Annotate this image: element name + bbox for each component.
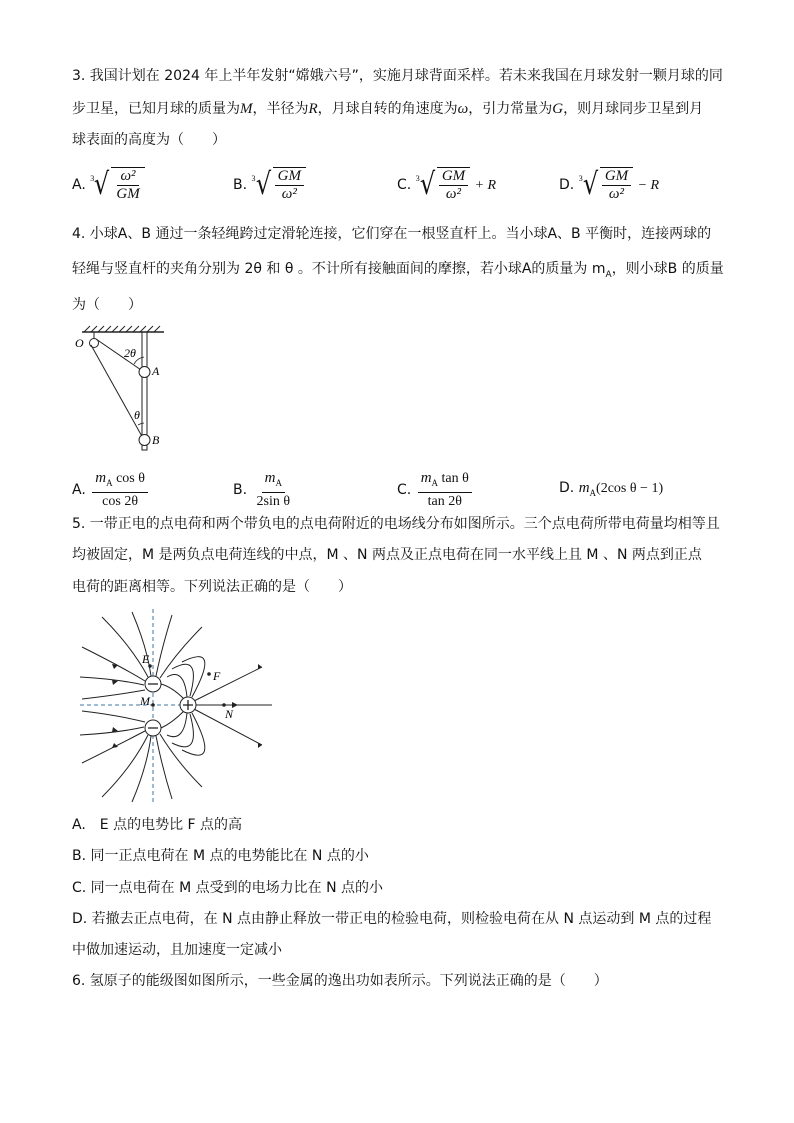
q5-option-c[interactable]: C. 同一点电荷在 M 点受到的电场力比在 N 点的小 <box>72 880 384 896</box>
q4-option-d[interactable]: D. $m_A(2\cos$ θ − 1) <box>559 480 664 498</box>
cube-root: 3 √ $\frac{GM}{\text{ω²}}$ <box>416 165 470 205</box>
q5-line-1: 5. 一带正电的点电荷和两个带负电的点电荷附近的电场线分布如图所示。三个点电荷所带电荷量均相等且 <box>72 516 720 532</box>
cube-root: 3 √ $\frac{GM}{\text{ω²}}$ <box>252 165 306 205</box>
positive-charge <box>180 697 196 713</box>
q5-option-d-line-1[interactable]: D. 若撤去正点电荷，在 N 点由静止释放一带正电的检验电荷，则检验电荷在从 N 点运动到 M 点的过程 <box>72 911 712 927</box>
ball-a <box>139 367 150 378</box>
cube-root: 3 √ $\frac{GM}{\text{ω²}}$ <box>579 165 633 205</box>
label-m: M <box>140 694 150 708</box>
ball-b <box>139 435 150 446</box>
label-theta: θ <box>134 408 140 422</box>
label-b: B <box>152 433 160 447</box>
q5-field-figure <box>72 607 282 807</box>
q4-option-c[interactable]: C. $\frac{m_A \tan \theta}{\tan 2\theta}$ <box>397 470 474 510</box>
label-o: O <box>75 336 84 350</box>
q3-line-2: 步卫星，已知月球的质量为M，半径为R，月球自转的角速度为ω，引力常量为G，则月球同步卫星到月 <box>72 101 704 117</box>
q3-option-a[interactable]: A. 3 √ $\frac{\text{ω²}}{GM}$ <box>72 165 145 205</box>
q4-option-a[interactable]: A. $\frac{m_A \cos \theta}{\cos 2\theta}$ <box>72 470 150 510</box>
q4-line-3: 为（ ） <box>72 297 142 313</box>
rope-to-b <box>91 345 144 440</box>
label-f: F <box>213 669 221 683</box>
q3-line-1: 3. 我国计划在 2024 年上半年发射“嫦娥六号”，实施月球背面采样。若未来我国在月球发射一颗月球的同 <box>72 68 723 84</box>
q4-figure <box>72 325 172 455</box>
label-n: N <box>225 707 234 721</box>
q4-line-1: 4. 小球A、B 通过一条轻绳跨过定滑轮连接，它们穿在一根竖直杆上。当小球A、B 平衡时，连接两球的 <box>72 226 712 242</box>
q4-option-b[interactable]: B. $\frac{m_A}{\text{2sin θ}}$ <box>233 470 291 509</box>
q3-line-3: 球表面的高度为（ ） <box>72 132 226 148</box>
q6-line-1: 6. 氢原子的能级图如图所示，一些金属的逸出功如表所示。下列说法正确的是（ ） <box>72 973 608 989</box>
label-2theta: 2θ <box>124 346 136 360</box>
q3-option-c[interactable]: C. 3 √ $\frac{GM}{\text{ω²}}$ + R <box>397 165 496 205</box>
label-a: A <box>152 364 160 378</box>
q3-option-b[interactable]: B. 3 √ $\frac{GM}{\text{ω²}}$ <box>233 165 306 205</box>
q4-line-2: 轻绳与竖直杆的夹角分别为 2θ 和 θ 。不计所有接触面间的摩擦，若小球A的质量为 $m_A$，则小球B 的质量 <box>72 261 724 280</box>
q5-line-2: 均被固定，M 是两负点电荷连线的中点，M 、N 两点及正点电荷在同一水平线上且 M 、N 两点到正点 <box>72 547 702 563</box>
negative-charge-upper <box>145 676 161 692</box>
ceiling <box>82 326 164 332</box>
q5-line-3: 电荷的距离相等。下列说法正确的是（ ） <box>72 579 352 595</box>
label-e: E <box>142 652 150 666</box>
q3-option-d[interactable]: D. 3 √ $\frac{GM}{\text{ω²}}$ − R <box>559 165 659 205</box>
q5-option-d-line-2: 中做加速运动，且加速度一定减小 <box>72 942 282 958</box>
cube-root: 3 √ $\frac{\text{ω²}}{GM}$ <box>90 165 144 205</box>
vertical-rod <box>142 332 147 450</box>
q5-option-a[interactable]: A. E 点的电势比 F 点的高 <box>72 817 243 833</box>
q5-option-b[interactable]: B. 同一正点电荷在 M 点的电势能比在 N 点的小 <box>72 848 369 864</box>
negative-charge-lower <box>145 720 161 736</box>
